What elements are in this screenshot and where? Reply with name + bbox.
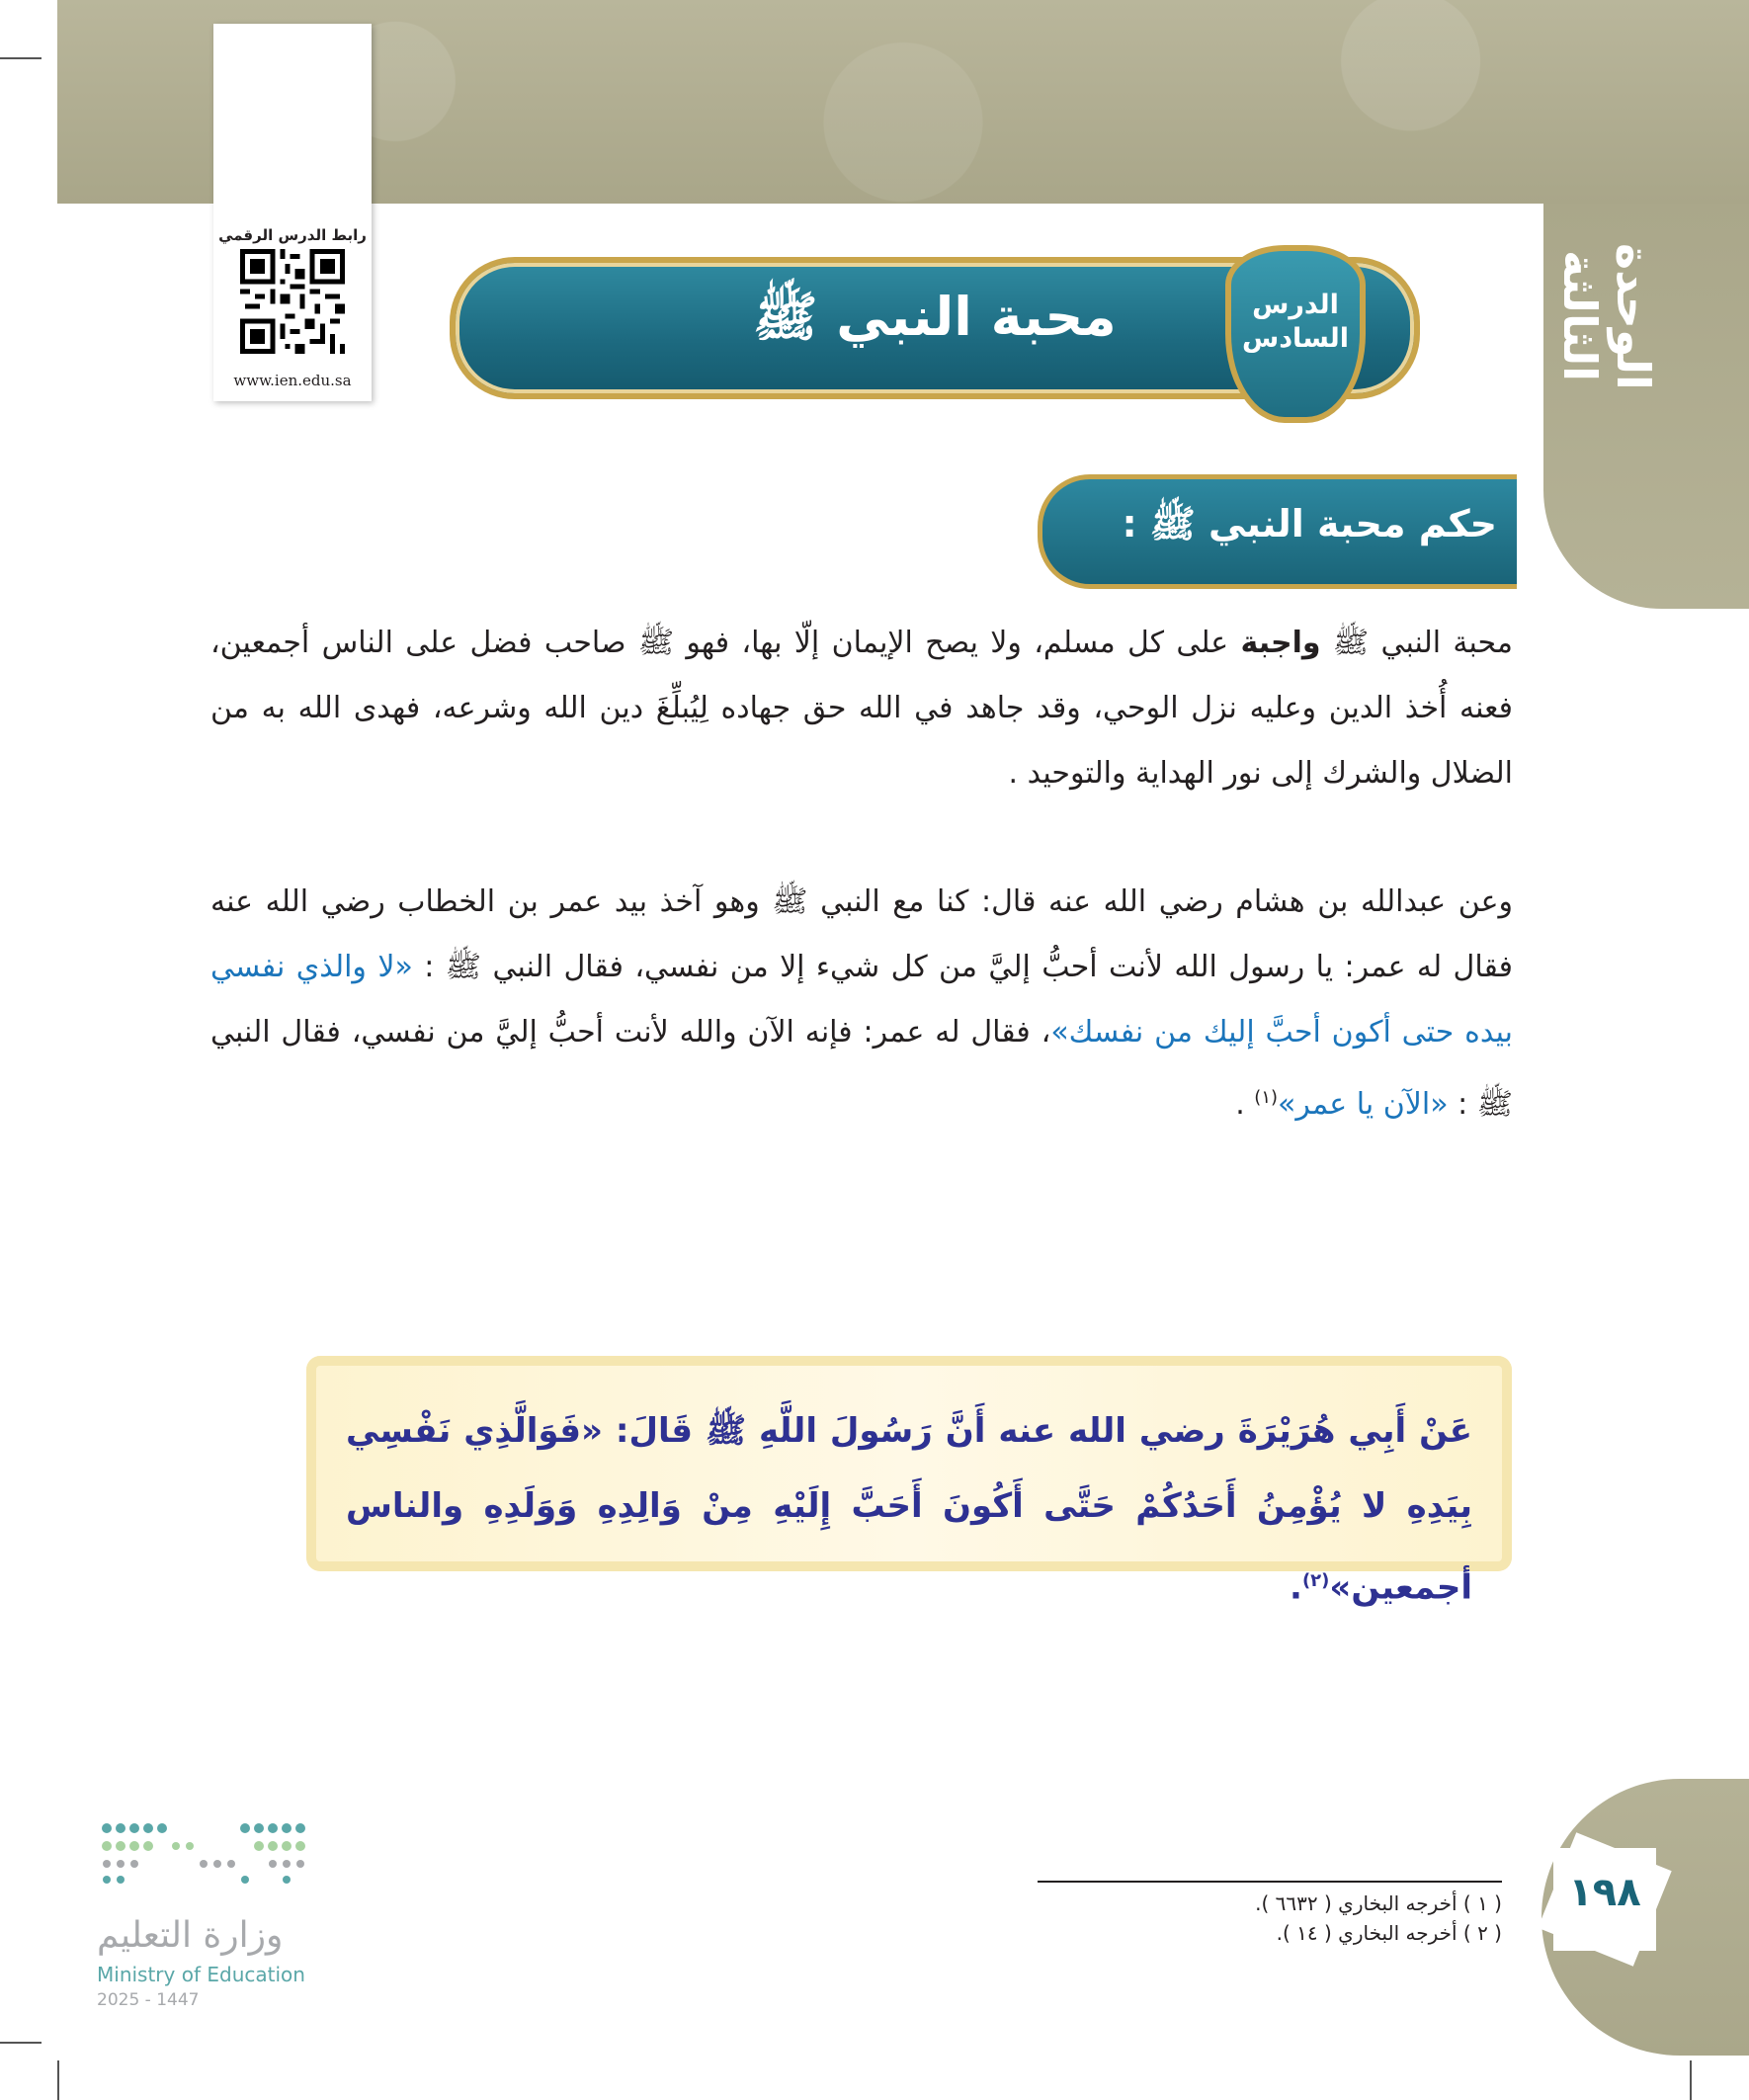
footnote-divider (1038, 1881, 1502, 1883)
page-number: ١٩٨ (1568, 1870, 1641, 1915)
prophet-quote: «لا والذي نفسي بيده حتى أكون أحبَّ إليك من نفسك» (210, 950, 1513, 1050)
qr-card[interactable] (213, 24, 372, 401)
crop-mark (1690, 2060, 1692, 2100)
lesson-number-label: الدرس السادس (1241, 290, 1350, 354)
footnote-ref[interactable]: (٢) (1301, 1570, 1330, 1591)
paragraph-ruling (210, 611, 1513, 806)
text-run: وعن عبدالله بن هشام رضي الله عنه قال: كنا مع النبي ﷺ وهو آخذ بيد عمر بن الخطاب رضي الله عنه فقال له عمر: يا رسول الله لأنت أحبُّ إليَّ من كل شيء إلا من نفسي، فقال النبي ﷺ : (210, 884, 1513, 984)
hadith-body: عَنْ أَبِي هُرَيْرَةَ رضي الله عنه أَنَّ رَسُولَ اللَّهِ ﷺ قَالَ: «فَوَالَّذِي نَفْسِي بِيَدِهِ لا يُؤْمِنُ أَحَدُكُمْ حَتَّى أَكُونَ أَحَبَّ إِلَيْهِ مِنْ وَالِدِهِ وَوَلَدِهِ والناس أجمعين» (346, 1411, 1472, 1608)
lesson-title: محبة النبي ﷺ (753, 286, 1117, 348)
qr-url-link[interactable]: www.ien.edu.sa (233, 372, 352, 389)
ministry-year: 2025 - 1447 (97, 1990, 200, 2010)
lesson-number-badge (1225, 245, 1366, 423)
bold-term: واجبة (1240, 626, 1321, 660)
ministry-name-en: Ministry of Education (97, 1963, 305, 1986)
section-heading-banner (1038, 474, 1517, 589)
crop-mark (57, 2060, 59, 2100)
footnote-2: ( ٢ ) أخرجه البخاري ( ١٤ ). (1276, 1921, 1502, 1945)
ministry-logo-icon (97, 1818, 309, 1888)
hadith-text (346, 1393, 1472, 1625)
ministry-name-ar: وزارة التعليم (97, 1915, 284, 1956)
crop-mark (0, 2042, 42, 2044)
prophet-quote: «الآن يا عمر» (1278, 1087, 1449, 1122)
paragraph-hadith-umar (210, 870, 1513, 1137)
qr-caption: رابط الدرس الرقمي (218, 226, 367, 244)
text-run: . (1235, 1087, 1255, 1122)
qr-code-icon[interactable] (240, 249, 345, 354)
section-title: حكم محبة النبي ﷺ : (1122, 502, 1497, 546)
hadith-end: . (1290, 1567, 1302, 1608)
unit-title: الوحدة الثالثة (1553, 242, 1660, 390)
text-run: على كل مسلم، ولا يصح الإيمان إلّا بها، فهو ﷺ صاحب فضل على الناس أجمعين، فعنه أُخذ الدين وعليه نزل الوحي، وقد جاهد في الله حق جهاده لِيُبلِّغَ دين الله وشرعه، فهدى الله به من الضلال والشرك إلى نور الهداية والتوحيد . (210, 626, 1513, 791)
footnote-ref[interactable]: (١) (1254, 1087, 1279, 1108)
text-run: ، فقال له عمر: فإنه الآن والله لأنت أحبُّ إليَّ من نفسي، فقال النبي ﷺ : (210, 1015, 1513, 1122)
hadith-box (306, 1356, 1512, 1608)
crop-mark (0, 57, 42, 59)
text-run: محبة النبي ﷺ (1320, 626, 1513, 660)
footnote-1: ( ١ ) أخرجه البخاري ( ٦٦٣٢ ). (1255, 1891, 1502, 1915)
